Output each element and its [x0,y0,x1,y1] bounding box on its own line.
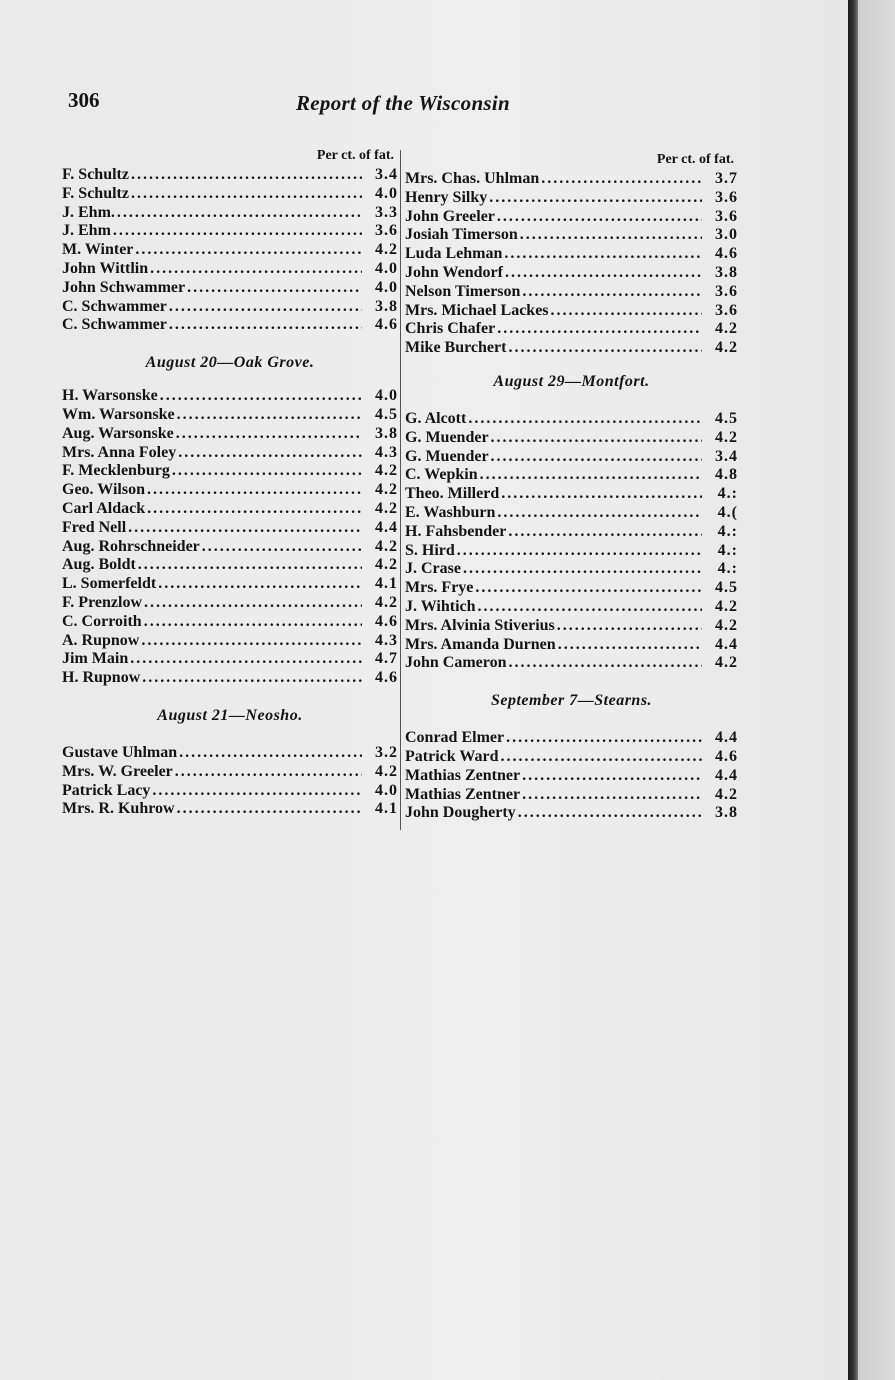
table-row [405,504,738,523]
fat-percent: 3.4 [715,447,738,465]
fat-percent: 4.2 [715,428,738,446]
dot-leader [509,654,703,673]
person-name: C. Schwammer [62,297,167,315]
page-gutter-edge [848,0,858,1380]
section-heading: September 7—Stearns. [490,692,653,710]
fat-percent: 3.8 [375,424,398,442]
fat-percent: 4.1 [375,800,398,818]
fat-percent: 4.2 [715,785,738,803]
fat-percent: 4.6 [375,612,398,630]
page-margin-strip [858,0,895,1380]
dot-leader [169,316,362,335]
table-row [405,786,738,805]
table-row [62,387,398,406]
record-list [405,729,738,823]
dot-leader [113,222,362,241]
table-row [62,594,398,613]
fat-percent: 3.8 [715,804,738,822]
table-row [405,429,738,448]
person-name: Patrick Lacy [62,781,151,799]
section-heading: August 29—Montfort. [493,372,650,390]
table-row [405,560,738,579]
person-name: L. Somerfeldt [62,575,157,593]
fat-percent: 4.: [717,560,738,578]
table-row [405,654,738,673]
person-name: Gustave Uhlman [62,743,178,761]
fat-percent: 4.5 [715,409,738,427]
dot-leader [508,339,702,358]
fat-percent: 3.0 [715,226,738,244]
dot-leader [177,406,362,425]
table-row [405,804,738,823]
fat-percent: 4.4 [715,766,738,784]
table-row [405,466,738,485]
table-row [62,316,398,335]
person-name: F. Prenzlow [62,593,142,611]
column-heading: Per ct. of fat. [316,148,394,163]
fat-percent: 4.6 [375,316,398,334]
fat-percent: 4.2 [715,320,738,338]
person-name: Geo. Wilson [62,481,145,499]
table-row [62,575,398,594]
table-row [62,444,398,463]
table-row [62,782,398,801]
fat-percent: 4.2 [715,339,738,357]
fat-percent: 3.8 [715,263,738,281]
person-name: Mathias Zentner [405,785,521,803]
person-name: Mrs. Michael Lackes [405,301,549,319]
table-row [405,339,738,358]
fat-percent: 3.6 [715,301,738,319]
dot-leader [138,556,362,575]
dot-leader [172,462,362,481]
dot-leader [160,387,362,406]
dot-leader [135,241,362,260]
dot-leader [128,519,362,538]
person-name: Aug. Boldt [62,556,136,574]
table-row [62,650,398,669]
dot-leader [152,782,362,801]
person-name: Mrs. Amanda Durnen [405,635,556,653]
person-name: M. Winter [62,241,134,259]
fat-percent: 4.0 [375,259,398,277]
person-name: Henry Silky [405,188,488,206]
dot-leader [169,298,362,317]
record-list [62,387,398,688]
dot-leader [489,189,702,208]
person-name: John Wendorf [405,263,503,281]
fat-percent: 4.2 [715,654,738,672]
fat-percent: 4.3 [375,443,398,461]
person-name: Fred Nell [62,518,127,536]
person-name: A. Rupnow [62,631,140,649]
dot-leader [497,208,702,227]
table-row [62,185,398,204]
dot-leader [497,320,702,339]
person-name: E. Washburn [405,503,496,521]
fat-percent: 4.2 [375,556,398,574]
person-name: Luda Lehman [405,245,503,263]
running-title: Report of the Wisconsin [296,91,511,115]
person-name: Mike Burchert [405,339,507,357]
person-name: Conrad Elmer [405,729,505,747]
right-column [405,150,738,823]
table-row [62,500,398,519]
fat-percent: 4.2 [715,616,738,634]
table-row [405,617,738,636]
person-name: Mrs. R. Kuhrow [62,800,175,818]
fat-percent: 4.2 [715,597,738,615]
table-row [405,448,738,467]
person-name: Aug. Warsonske [62,424,174,442]
fat-percent: 3.6 [715,188,738,206]
person-name: H. Rupnow [62,669,141,687]
table-row [62,481,398,500]
dot-leader [520,226,702,245]
table-row [62,166,398,185]
dot-leader [480,466,702,485]
person-name: Chris Chafer [405,320,496,338]
table-row [62,669,398,688]
dot-leader [497,504,702,523]
person-name: John Cameron [405,654,507,672]
table-row [405,729,738,748]
fat-percent: 4.2 [375,593,398,611]
fat-percent: 4.4 [715,729,738,747]
person-name: Mathias Zentner [405,766,521,784]
table-row [62,519,398,538]
person-name: J. Crase [405,560,461,578]
dot-leader [463,560,702,579]
fat-percent: 3.7 [715,170,738,187]
table-row [405,302,738,321]
person-name: Mrs. Frye [405,579,474,597]
table-row [405,264,738,283]
fat-percent: 4.: [717,485,738,503]
person-name: Theo. Millerd [405,485,500,503]
dot-leader [558,636,702,655]
person-name: John Dougherty [405,804,516,822]
table-row [62,279,398,298]
section-heading: August 21—Neosho. [157,706,303,724]
table-row [405,748,738,767]
person-name: Mrs. Alvinia Stiverius [405,616,555,634]
person-name: H. Warsonske [62,387,158,405]
person-name: Mrs. W. Greeler [62,762,173,780]
fat-percent: 3.2 [375,743,398,761]
table-row [62,763,398,782]
person-name: Aug. Rohrschneider [62,537,200,555]
table-row [62,556,398,575]
dot-leader [141,632,362,651]
table-row [62,406,398,425]
left-column [62,146,398,819]
fat-percent: 4.8 [715,466,738,484]
fat-percent: 3.8 [375,297,398,315]
person-name: G. Muender [405,447,489,465]
fat-percent: 4.2 [375,537,398,555]
person-name: C. Wepkin [405,466,478,484]
table-row [405,542,738,561]
record-list [62,166,398,335]
dot-leader [130,650,362,669]
table-row [405,226,738,245]
section-heading: August 20—Oak Grove. [145,354,315,372]
person-name: John Greeler [405,207,495,225]
dot-leader [475,579,702,598]
dot-leader [131,166,362,185]
person-name: Jim Main [62,650,129,668]
dot-leader [505,264,702,283]
fat-percent: 3.3 [375,203,398,221]
table-row [405,245,738,264]
table-row [62,613,398,632]
person-name: Carl Aldack [62,499,146,517]
person-name: G. Muender [405,428,489,446]
fat-percent: 4.2 [375,499,398,517]
fat-percent: 4.: [717,522,738,540]
dot-leader [457,542,702,561]
dot-leader [158,575,362,594]
table-row [405,485,738,504]
fat-percent: 4.5 [375,405,398,423]
fat-percent: 4.2 [375,241,398,259]
dot-leader [491,429,702,448]
fat-percent: 4.0 [375,278,398,296]
person-name: Mrs. Chas. Uhlman [405,170,540,187]
table-row [62,222,398,241]
dot-leader [178,444,362,463]
table-row [62,462,398,481]
page-number: 306 [68,88,100,112]
person-name: J. Wihtich [405,597,476,615]
dot-leader [522,786,702,805]
person-name: Wm. Warsonske [62,405,175,423]
fat-percent: 3.6 [375,222,398,240]
table-row [405,523,738,542]
dot-leader [142,669,362,688]
dot-leader [522,767,702,786]
table-row [405,283,738,302]
table-row [405,189,738,208]
fat-percent: 4.2 [375,462,398,480]
dot-leader [518,804,702,823]
dot-leader [147,481,362,500]
dot-leader [144,613,362,632]
person-name: S. Hird [405,541,455,559]
table-row [62,204,398,223]
fat-percent: 4.1 [375,575,398,593]
dot-leader [117,204,362,223]
person-name: J. Ehm [62,222,111,240]
fat-percent: 3.4 [375,166,398,183]
person-name: Patrick Ward [405,747,499,765]
fat-percent: 4.4 [375,518,398,536]
table-row [62,632,398,651]
dot-leader [500,748,702,767]
dot-leader [504,245,702,264]
fat-percent: 4.3 [375,631,398,649]
dot-leader [177,800,362,819]
fat-percent: 4.7 [375,650,398,668]
table-row [405,636,738,655]
dot-leader [508,523,702,542]
fat-percent: 4.2 [375,481,398,499]
table-row [62,260,398,279]
dot-leader [175,763,362,782]
dot-leader [187,279,362,298]
dot-leader [506,729,702,748]
dot-leader [131,185,362,204]
person-name: John Schwammer [62,278,186,296]
person-name: F. Schultz [62,184,129,202]
fat-percent: 4.6 [715,747,738,765]
fat-percent: 4.2 [375,762,398,780]
table-row [405,598,738,617]
dot-leader [179,744,362,763]
table-row [405,410,738,429]
table-row [62,241,398,260]
table-row [62,744,398,763]
fat-percent: 4.( [717,503,738,521]
person-name: Josiah Timerson [405,226,518,244]
fat-percent: 4.5 [715,579,738,597]
dot-leader [501,485,702,504]
fat-percent: 4.6 [715,245,738,263]
dot-leader [557,617,702,636]
person-name: J. Ehm. [62,203,115,221]
person-name: Nelson Timerson [405,282,521,300]
person-name: F. Mecklenburg [62,462,170,480]
table-row [405,170,738,189]
table-row [62,800,398,819]
column-heading: Per ct. of fat. [656,152,734,167]
fat-percent: 4.0 [375,387,398,405]
person-name: C. Schwammer [62,316,167,334]
record-list [62,744,398,819]
table-row [62,425,398,444]
person-name: Mrs. Anna Foley [62,443,177,461]
dot-leader [478,598,702,617]
fat-percent: 4.6 [375,669,398,687]
record-list [405,410,738,673]
fat-percent: 3.6 [715,207,738,225]
fat-percent: 4.: [717,541,738,559]
dot-leader [522,283,702,302]
dot-leader [150,260,362,279]
table-row [62,538,398,557]
fat-percent: 4.4 [715,635,738,653]
dot-leader [491,448,702,467]
dot-leader [144,594,362,613]
dot-leader [147,500,362,519]
dot-leader [176,425,362,444]
dot-leader [541,170,702,189]
dot-leader [468,410,702,429]
table-row [405,320,738,339]
person-name: F. Schultz [62,166,129,183]
dot-leader [202,538,362,557]
person-name: John Wittlin [62,259,149,277]
table-row [405,579,738,598]
person-name: G. Alcott [405,409,467,427]
dot-leader [551,302,702,321]
table-row [405,208,738,227]
table-row [62,298,398,317]
fat-percent: 4.0 [375,781,398,799]
person-name: H. Fahsbender [405,522,507,540]
fat-percent: 4.0 [375,184,398,202]
person-name: C. Corroith [62,612,142,630]
fat-percent: 3.6 [715,282,738,300]
record-list [405,170,738,358]
table-row [405,767,738,786]
column-divider [400,150,401,830]
